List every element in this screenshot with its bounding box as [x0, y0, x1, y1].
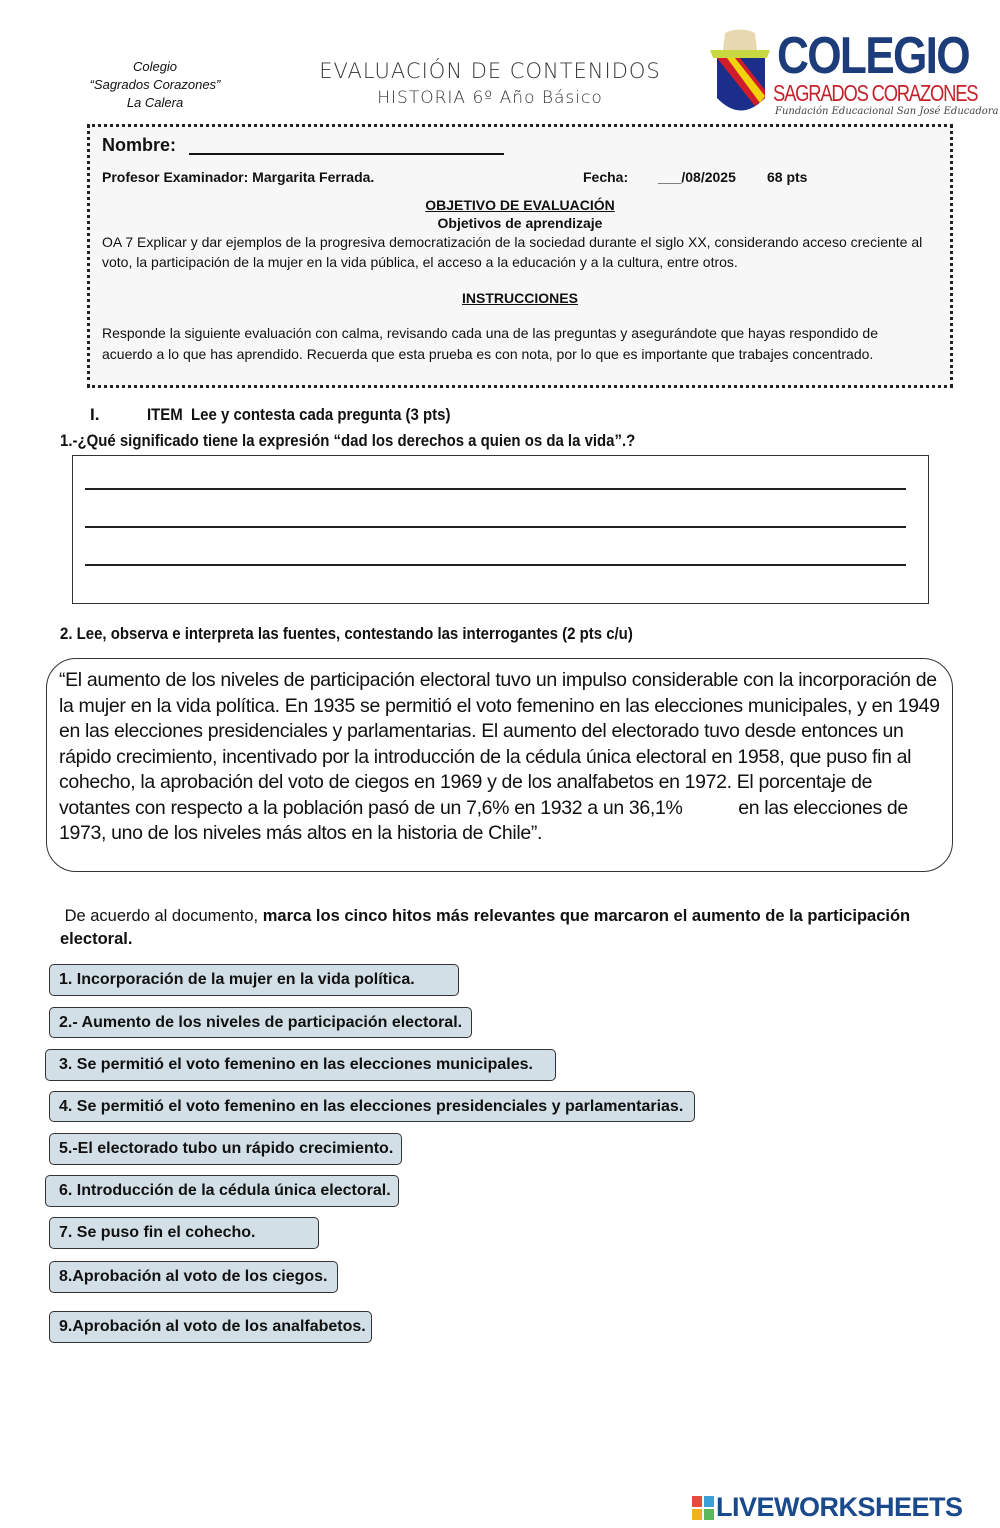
option-2[interactable]: 2.- Aumento de los niveles de participación electoral.: [49, 1007, 472, 1038]
school-line: Colegio: [132, 59, 178, 74]
school-logo: [705, 27, 999, 123]
instructions-heading: INSTRUCCIONES: [462, 290, 578, 306]
brand-text: LIVEWORKSHEETS: [716, 1492, 963, 1522]
option-8[interactable]: 8.Aprobación al voto de los ciegos.: [49, 1261, 338, 1293]
name-label: Nombre:: [102, 135, 177, 155]
instruction-bold: marca los cinco hitos más relevantes que marcaron el aumento de la participación electoral.: [60, 907, 911, 948]
option-3[interactable]: 3. Se permitió el voto femenino en las elecciones municipales.: [45, 1049, 556, 1081]
teacher: Profesor Examinador: Margarita Ferrada.: [102, 169, 375, 185]
answer-line: [85, 564, 906, 566]
quote-text: “El aumento de los niveles de participación electoral tuvo un impulso considerable con la incorporación de la mujer en la vida política. En 1935 se permitió el voto femenino en las elecciones municipales, y en 1949 en las elecciones presidenciales y parlamentarias. El aumento del electorado tuvo desde entonces un rápido crecimiento, incentivado por la introducción de la cédula única electoral en 1958, que puso fin al cohecho, la aprobación del voto de ciegos en 1969 y de los analfabetos en 1972. El porcentaje de votantes con respecto a la población pasó de un 7,6% en 1932 a un 36,1% en las elecciones de 1973, uno de los niveles más altos en la historia de Chile”.: [59, 669, 945, 844]
source-quote: [46, 658, 953, 872]
logo-text: COLEGIO: [777, 27, 969, 85]
liveworksheets-logo-icon: [692, 1496, 714, 1520]
instructions-text: Responde la siguiente evaluación con calma, revisando cada una de las preguntas y asegurándote que hayas respondido de acuerdo a lo que has aprendido. Recuerda que esta prueba es con nota, por lo que es importante que trabajes concentrado.: [102, 325, 878, 362]
objective-sub: Objetivos de aprendizaje: [437, 215, 603, 231]
marking-instruction: [60, 905, 940, 951]
date-label: Fecha:: [583, 169, 629, 185]
option-1[interactable]: 1. Incorporación de la mujer en la vida política.: [49, 964, 459, 996]
shield-icon: [705, 28, 775, 123]
liveworksheets-brand: [692, 1492, 963, 1523]
title: EVALUACIÓN DE CONTENIDOS: [319, 59, 661, 83]
objective-heading: OBJETIVO DE EVALUACIÓN: [425, 197, 615, 213]
question-1: 1.-¿Qué significado tiene la expresión “dad los derechos a quien os da la vida”.?: [60, 431, 636, 450]
total-points: 68 pts: [767, 169, 808, 185]
instruction-prefix: De acuerdo al documento,: [60, 907, 263, 925]
name-field[interactable]: [189, 153, 504, 155]
question-2: 2. Lee, observa e interpreta las fuentes, contestando las interrogantes (2 pts c/u): [60, 624, 633, 643]
option-4[interactable]: 4. Se permitió el voto femenino en las elecciones presidenciales y parlamentarias.: [49, 1091, 695, 1122]
logo-motto: Fundación Educacional San José Educadora: [775, 106, 999, 117]
date-value: ___/08/2025: [658, 169, 736, 185]
student-info-box: [87, 124, 953, 388]
school-name: [70, 58, 240, 112]
answer-box-1[interactable]: [72, 455, 929, 604]
school-line: “Sagrados Corazones”: [89, 77, 221, 92]
option-7[interactable]: 7. Se puso fin el cohecho.: [49, 1217, 319, 1249]
item-number: I.: [90, 405, 100, 424]
option-5[interactable]: 5.-El electorado tubo un rápido crecimiento.: [49, 1133, 402, 1165]
subtitle: HISTORIA 6º Año Básico: [377, 88, 603, 108]
item-title: ITEM Lee y contesta cada pregunta (3 pts): [147, 405, 451, 424]
answer-line: [85, 488, 906, 490]
option-6[interactable]: 6. Introducción de la cédula única electoral.: [45, 1175, 399, 1207]
exam-title: [300, 58, 680, 112]
answer-line: [85, 526, 906, 528]
option-9[interactable]: 9.Aprobación al voto de los analfabetos.: [49, 1311, 372, 1343]
school-line: La Calera: [126, 95, 184, 110]
objective-text: OA 7 Explicar y dar ejemplos de la progresiva democratización de la sociedad durante el siglo XX, considerando acceso creciente al voto, la participación de la mujer en la vida pública, el acceso a la educación y a la cultura, entre otros.: [102, 234, 923, 270]
logo-subtext: SAGRADOS CORAZONES: [773, 80, 978, 106]
